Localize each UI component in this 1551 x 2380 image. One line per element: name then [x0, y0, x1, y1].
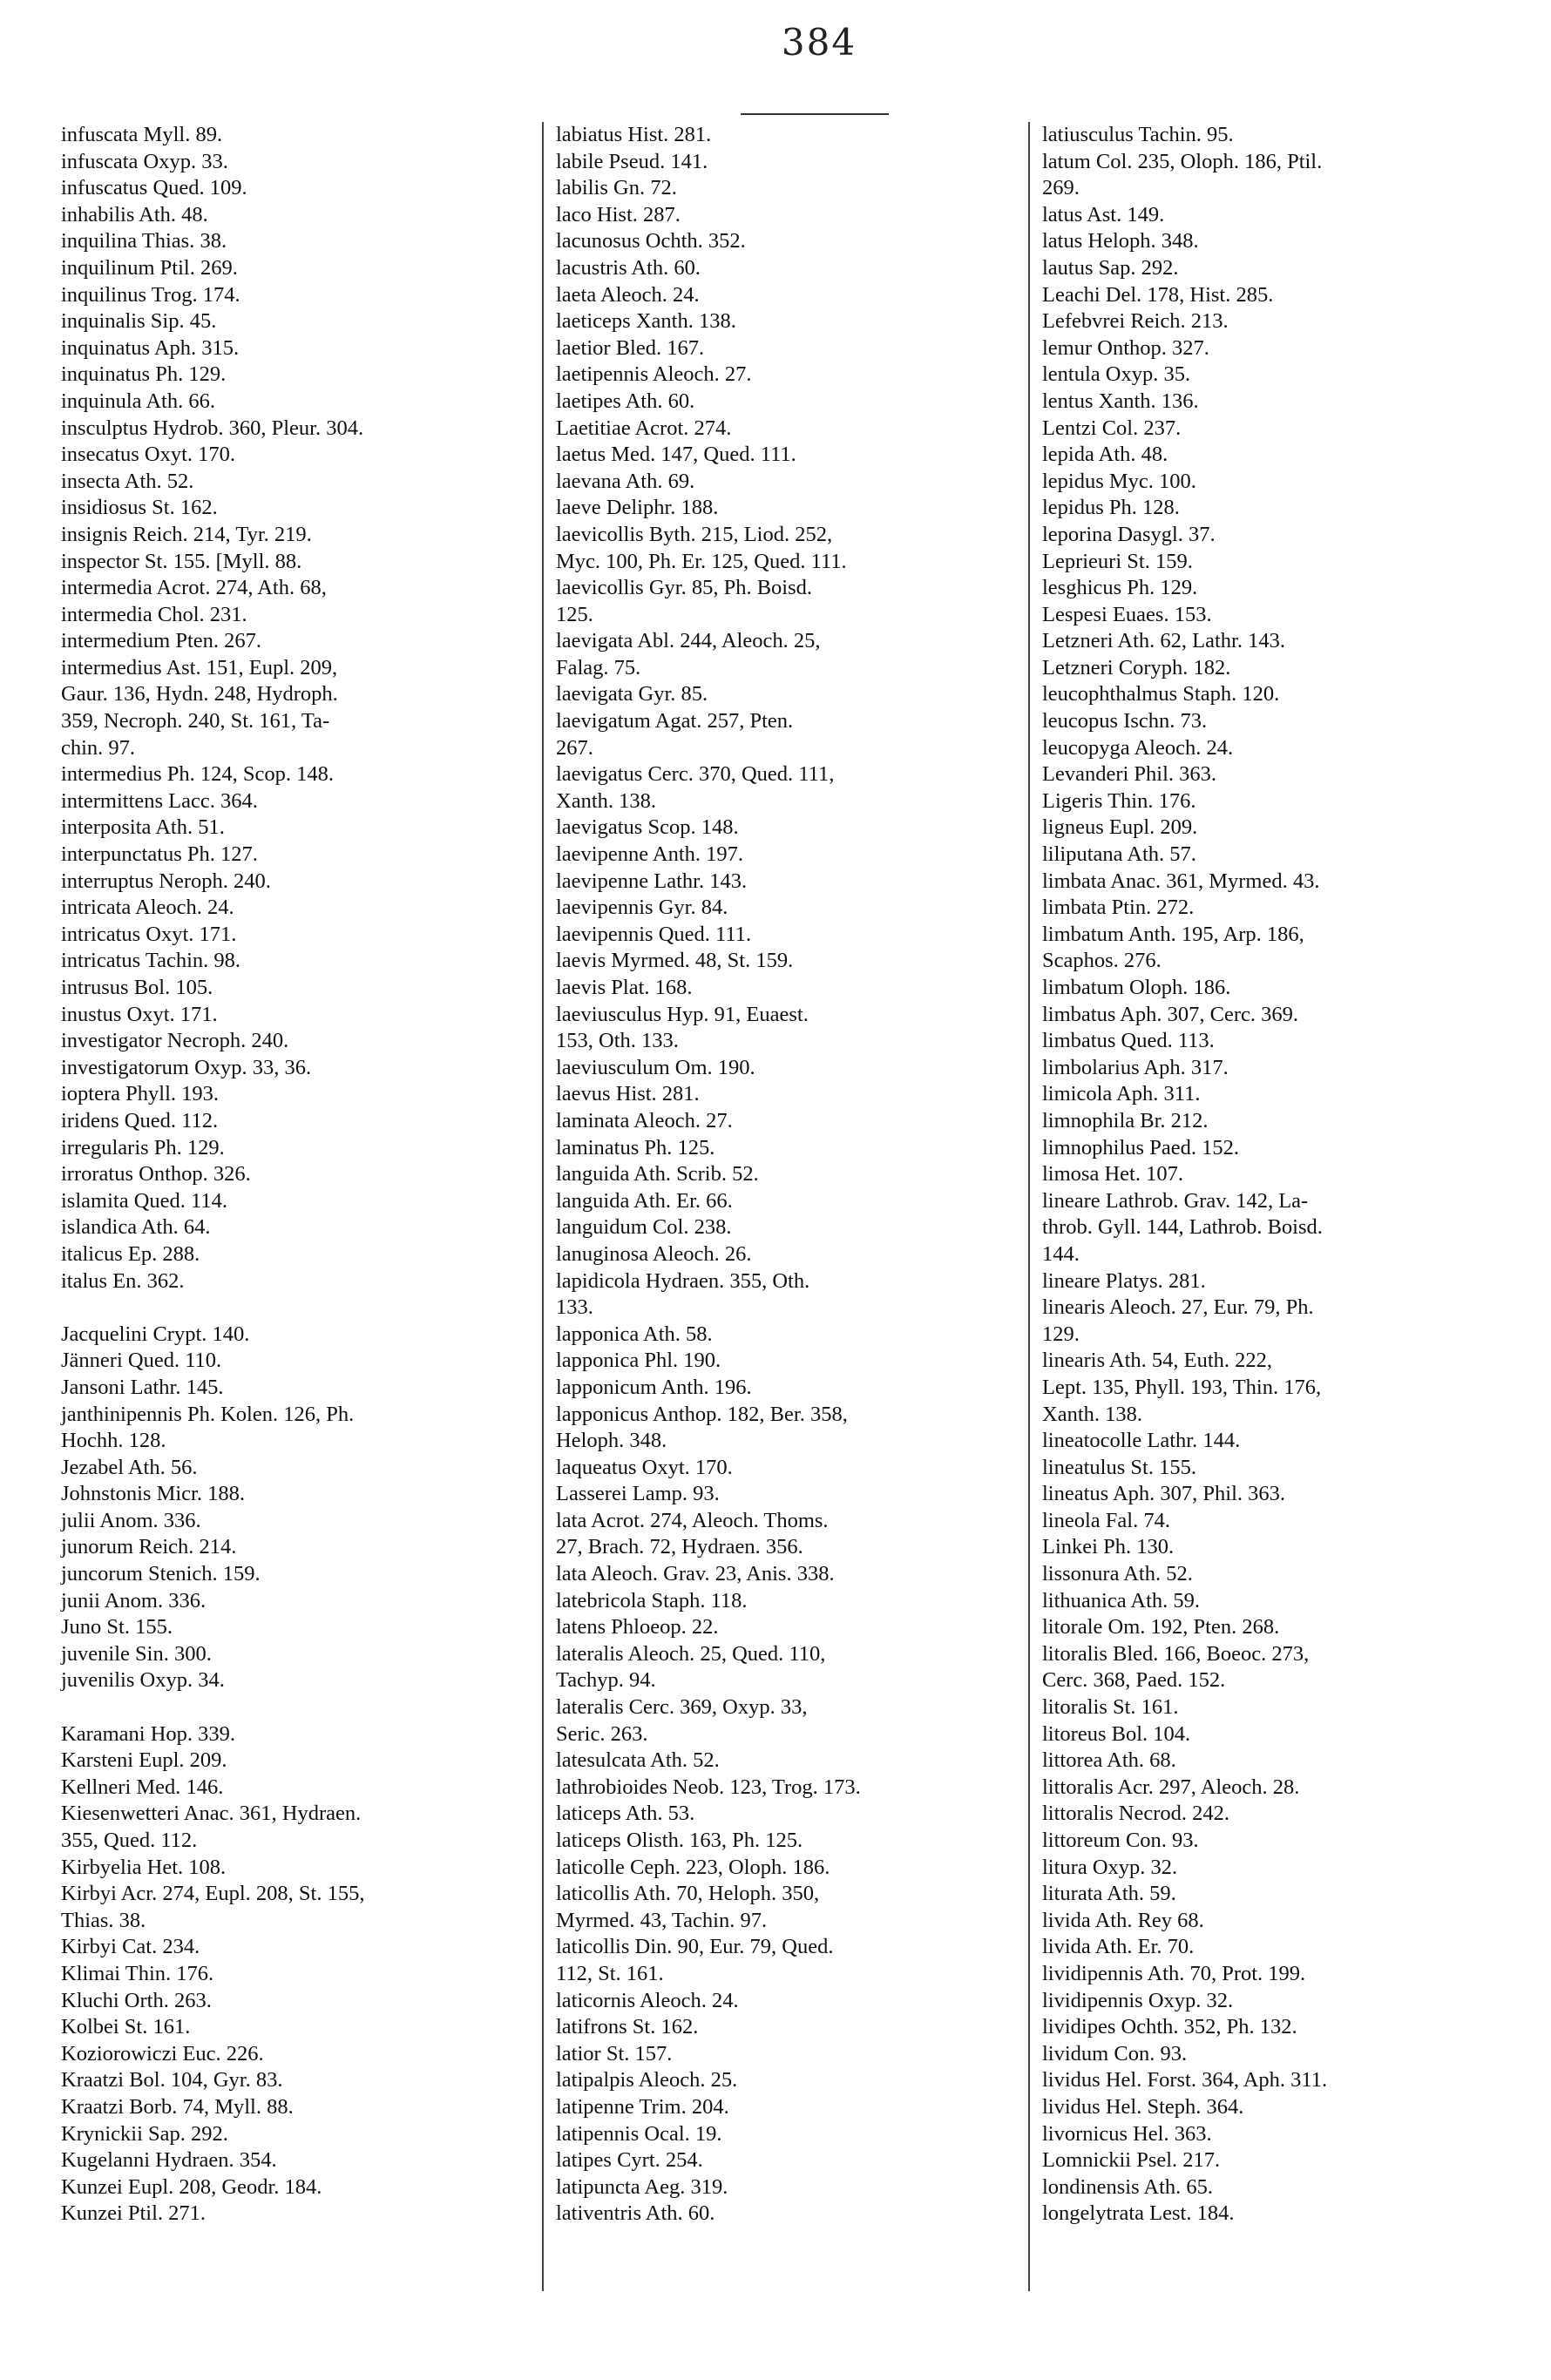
index-entry: litoreus Bol. 104. — [1042, 1721, 1191, 1746]
index-entry: litura Oxyp. 32. — [1042, 1855, 1178, 1879]
index-entry: leporina Dasygl. 37. — [1042, 522, 1216, 546]
index-entry: lata Aleoch. Grav. 23, Anis. 338. — [556, 1562, 835, 1586]
index-entry: latifrons St. 162. — [556, 2015, 699, 2039]
index-entry: Jansoni Lathr. 145. — [61, 1375, 224, 1399]
index-entry: laetipennis Aleoch. 27. — [556, 362, 752, 387]
index-entry: throb. Gyll. 144, Lathrob. Boisd. — [1042, 1215, 1323, 1240]
index-entry: inquilinus Trog. 174. — [61, 282, 240, 307]
index-entry: intricatus Oxyt. 171. — [61, 922, 237, 946]
index-entry: latipalpis Aleoch. 25. — [556, 2068, 738, 2093]
index-entry: londinensis Ath. 65. — [1042, 2174, 1214, 2199]
index-entry: latus Ast. 149. — [1042, 202, 1165, 227]
index-entry: interpunctatus Ph. 127. — [61, 842, 258, 867]
index-entry: Johnstonis Micr. 188. — [61, 1482, 245, 1506]
index-entry: latipennis Ocal. 19. — [556, 2121, 722, 2146]
header-rule — [741, 113, 889, 115]
index-entry: Thias. 38. — [61, 1908, 146, 1932]
index-entry: lissonura Ath. 52. — [1042, 1562, 1193, 1586]
index-entry: lacunosus Ochth. 352. — [556, 229, 746, 254]
index-entry: lineatus Aph. 307, Phil. 363. — [1042, 1482, 1286, 1506]
index-entry: latens Phloeop. 22. — [556, 1615, 719, 1640]
index-entry: lanuginosa Aleoch. 26. — [556, 1241, 752, 1266]
index-entry: laevipennis Qued. 111. — [556, 922, 752, 946]
index-entry: Kellneri Med. 146. — [61, 1775, 224, 1799]
index-entry: Lentzi Col. 237. — [1042, 416, 1182, 440]
index-entry: inquinalis Sip. 45. — [61, 309, 217, 334]
index-entry: Hochh. 128. — [61, 1429, 166, 1453]
index-entry: limbatus Qued. 113. — [1042, 1029, 1215, 1053]
page-number: 384 — [781, 21, 857, 64]
column-divider-2 — [1028, 122, 1030, 2291]
index-entry: 359, Necroph. 240, St. 161, Ta- — [61, 709, 330, 734]
index-entry: lividipennis Ath. 70, Prot. 199. — [1042, 1961, 1306, 1985]
index-entry: lathrobioides Neob. 123, Trog. 173. — [556, 1775, 861, 1799]
index-entry: inquinatus Aph. 315. — [61, 335, 240, 360]
index-entry: laetus Med. 147, Qued. 111. — [556, 443, 796, 467]
index-entry: lesghicus Ph. 129. — [1042, 576, 1198, 600]
index-entry: laetior Bled. 167. — [556, 335, 705, 360]
index-entry: limbata Anac. 361, Myrmed. 43. — [1042, 869, 1320, 893]
index-entry: laevana Ath. 69. — [556, 469, 695, 493]
index-entry: Juno St. 155. — [61, 1615, 173, 1640]
index-entry: inquinatus Ph. 129. — [61, 362, 227, 387]
index-entry: lividus Hel. Forst. 364, Aph. 311. — [1042, 2068, 1328, 2093]
index-entry: Kraatzi Bol. 104, Gyr. 83. — [61, 2068, 283, 2093]
index-entry: Heloph. 348. — [556, 1429, 667, 1453]
index-entry: Kluchi Orth. 263. — [61, 1988, 212, 2012]
index-entry: Kraatzi Borb. 74, Myll. 88. — [61, 2094, 294, 2119]
index-entry: limbolarius Aph. 317. — [1042, 1055, 1229, 1079]
index-entry: 144. — [1042, 1241, 1080, 1266]
index-entry: Jänneri Qued. 110. — [61, 1349, 222, 1373]
index-entry: Lefebvrei Reich. 213. — [1042, 309, 1229, 334]
index-entry: latipenne Trim. 204. — [556, 2094, 729, 2119]
index-entry: litorale Om. 192, Pten. 268. — [1042, 1615, 1280, 1640]
index-entry: Xanth. 138. — [1042, 1402, 1142, 1426]
index-entry: irregularis Ph. 129. — [61, 1135, 225, 1160]
index-entry: lithuanica Ath. 59. — [1042, 1588, 1200, 1613]
index-entry: italicus Ep. 288. — [61, 1241, 200, 1266]
index-entry: 269. — [1042, 176, 1080, 200]
index-entry: Levanderi Phil. 363. — [1042, 762, 1217, 787]
index-entry: Myrmed. 43, Tachin. 97. — [556, 1908, 768, 1932]
index-entry: latum Col. 235, Oloph. 186, Ptil. — [1042, 149, 1323, 173]
index-entry: languida Ath. Er. 66. — [556, 1188, 733, 1213]
index-entry: insculptus Hydrob. 360, Pleur. 304. — [61, 416, 364, 440]
index-entry: intermedius Ph. 124, Scop. 148. — [61, 762, 335, 787]
index-entry: Ligeris Thin. 176. — [1042, 788, 1196, 813]
index-entry: livornicus Hel. 363. — [1042, 2121, 1212, 2146]
index-entry: littoreum Con. 93. — [1042, 1829, 1199, 1852]
index-entry: ligneus Eupl. 209. — [1042, 815, 1198, 840]
index-entry: iridens Qued. 112. — [61, 1108, 219, 1133]
index-entry: ioptera Phyll. 193. — [61, 1082, 220, 1106]
index-entry: laevicollis Byth. 215, Liod. 252, — [556, 522, 833, 546]
index-entry: livida Ath. Er. 70. — [1042, 1935, 1195, 1959]
index-entry: Lomnickii Psel. 217. — [1042, 2148, 1221, 2173]
index-entry: lapponicus Anthop. 182, Ber. 358, — [556, 1402, 848, 1426]
index-entry: lividipes Ochth. 352, Ph. 132. — [1042, 2015, 1297, 2039]
section-gap — [61, 1694, 532, 1721]
index-entry: Leachi Del. 178, Hist. 285. — [1042, 282, 1274, 307]
index-entry: janthinipennis Ph. Kolen. 126, Ph. — [61, 1402, 355, 1426]
index-entry: laeviusculum Om. 190. — [556, 1055, 755, 1079]
index-entry: lepidus Ph. 128. — [1042, 496, 1180, 520]
index-entry: limbatum Oloph. 186. — [1042, 976, 1231, 999]
index-entry: Lespesi Euaes. 153. — [1042, 602, 1212, 626]
index-entry: islamita Qued. 114. — [61, 1188, 227, 1213]
index-entry: laevus Hist. 281. — [556, 1082, 700, 1106]
index-entry: juvenilis Oxyp. 34. — [61, 1668, 225, 1693]
index-entry: interposita Ath. 51. — [61, 815, 225, 840]
index-entry: Kolbei St. 161. — [61, 2015, 191, 2039]
index-entry: 27, Brach. 72, Hydraen. 356. — [556, 1535, 803, 1559]
index-entry: Leprieuri St. 159. — [1042, 549, 1193, 573]
index-entry: laco Hist. 287. — [556, 202, 681, 227]
index-entry: juvenile Sin. 300. — [61, 1641, 212, 1666]
index-entry: labiatus Hist. 281. — [556, 123, 712, 146]
index-entry: Letzneri Ath. 62, Lathr. 143. — [1042, 629, 1285, 653]
index-entry: latus Heloph. 348. — [1042, 229, 1199, 254]
index-entry: laevigatus Scop. 148. — [556, 815, 739, 840]
index-entry: Kunzei Ptil. 271. — [61, 2201, 207, 2226]
index-entry: Tachyp. 94. — [556, 1668, 656, 1693]
index-entry: limicola Aph. 311. — [1042, 1082, 1201, 1106]
index-entry: Gaur. 136, Hydn. 248, Hydroph. — [61, 682, 338, 707]
index-entry: lapponicum Anth. 196. — [556, 1375, 752, 1399]
index-entry: intricata Aleoch. 24. — [61, 896, 234, 920]
index-entry: littoralis Acr. 297, Aleoch. 28. — [1042, 1775, 1300, 1799]
index-entry: lemur Onthop. 327. — [1042, 335, 1209, 360]
index-entry: Laetitiae Acrot. 274. — [556, 416, 732, 440]
index-entry: latesulcata Ath. 52. — [556, 1748, 720, 1773]
index-entry: insidiosus St. 162. — [61, 496, 218, 520]
index-entry: Myc. 100, Ph. Er. 125, Qued. 111. — [556, 549, 847, 573]
index-entry: 153, Oth. 133. — [556, 1029, 679, 1053]
index-entry: lepidus Myc. 100. — [1042, 469, 1196, 493]
index-entry: latipes Cyrt. 254. — [556, 2148, 703, 2173]
index-entry: laevipenne Lathr. 143. — [556, 869, 748, 893]
index-entry: leucopyga Aleoch. 24. — [1042, 735, 1234, 760]
index-entry: intermedia Acrot. 274, Ath. 68, — [61, 576, 327, 600]
index-entry: latiusculus Tachin. 95. — [1042, 123, 1234, 146]
index-entry: lentus Xanth. 136. — [1042, 389, 1199, 413]
index-entry: lateralis Cerc. 369, Oxyp. 33, — [556, 1695, 808, 1720]
index-column-2 — [556, 122, 1026, 2228]
index-entry: laticornis Aleoch. 24. — [556, 1988, 739, 2012]
index-entry: laevicollis Gyr. 85, Ph. Boisd. — [556, 576, 812, 600]
index-entry: lacustris Ath. 60. — [556, 255, 701, 280]
index-entry: islandica Ath. 64. — [61, 1215, 211, 1240]
index-entry: laeve Deliphr. 188. — [556, 496, 719, 520]
index-entry: littorea Ath. 68. — [1042, 1748, 1176, 1773]
index-entry: laticollis Ath. 70, Heloph. 350, — [556, 1882, 820, 1906]
index-entry: Kiesenwetteri Anac. 361, Hydraen. — [61, 1802, 362, 1826]
index-entry: limbatus Aph. 307, Cerc. 369. — [1042, 1002, 1298, 1026]
index-entry: interruptus Neroph. 240. — [61, 869, 271, 893]
index-entry: labile Pseud. 141. — [556, 149, 708, 173]
index-entry: Klimai Thin. 176. — [61, 1961, 214, 1985]
index-entry: junorum Reich. 214. — [61, 1535, 237, 1559]
index-entry: investigatorum Oxyp. 33, 36. — [61, 1055, 312, 1079]
index-entry: Krynickii Sap. 292. — [61, 2121, 228, 2146]
index-entry: liliputana Ath. 57. — [1042, 842, 1196, 867]
index-entry: languida Ath. Scrib. 52. — [556, 1162, 759, 1187]
index-entry: 355, Qued. 112. — [61, 1829, 198, 1852]
index-entry: Karsteni Eupl. 209. — [61, 1748, 227, 1773]
index-entry: laminata Aleoch. 27. — [556, 1108, 733, 1133]
index-entry: littoralis Necrod. 242. — [1042, 1802, 1230, 1826]
index-entry: lividum Con. 93. — [1042, 2041, 1188, 2066]
index-entry: Koziorowiczi Euc. 226. — [61, 2041, 264, 2066]
index-entry: liturata Ath. 59. — [1042, 1882, 1176, 1906]
index-entry: lividipennis Oxyp. 32. — [1042, 1988, 1234, 2012]
index-entry: latebricola Staph. 118. — [556, 1588, 748, 1613]
index-entry: lepida Ath. 48. — [1042, 443, 1168, 467]
index-entry: Falag. 75. — [556, 655, 641, 680]
index-entry: Kirbyi Acr. 274, Eupl. 208, St. 155, — [61, 1882, 365, 1906]
index-entry: intermedium Pten. 267. — [61, 629, 261, 653]
index-entry: italus En. 362. — [61, 1268, 185, 1293]
index-entry: linearis Aleoch. 27, Eur. 79, Ph. — [1042, 1295, 1314, 1320]
index-entry: lineare Lathrob. Grav. 142, La- — [1042, 1188, 1309, 1213]
index-entry: infuscata Oxyp. 33. — [61, 149, 228, 173]
index-entry: infuscata Myll. 89. — [61, 123, 223, 146]
index-entry: insecatus Oxyt. 170. — [61, 443, 236, 467]
index-entry: Linkei Ph. 130. — [1042, 1535, 1175, 1559]
index-entry: infuscatus Qued. 109. — [61, 176, 247, 200]
index-entry: laeviusculus Hyp. 91, Euaest. — [556, 1002, 809, 1026]
index-entry: intermedia Chol. 231. — [61, 602, 247, 626]
index-entry: lata Acrot. 274, Aleoch. Thoms. — [556, 1508, 829, 1532]
index-entry: 112, St. 161. — [556, 1961, 664, 1985]
index-entry: limosa Het. 107. — [1042, 1162, 1183, 1187]
index-entry: intermittens Lacc. 364. — [61, 788, 258, 813]
index-entry: inspector St. 155. [Myll. 88. — [61, 549, 302, 573]
index-entry: insignis Reich. 214, Tyr. 219. — [61, 522, 312, 546]
index-entry: laticolle Ceph. 223, Oloph. 186. — [556, 1855, 830, 1879]
index-entry: irroratus Onthop. 326. — [61, 1162, 251, 1187]
index-entry: latior St. 157. — [556, 2041, 673, 2066]
index-entry: 125. — [556, 602, 593, 626]
index-column-1 — [61, 122, 532, 2228]
index-entry: laevipenne Anth. 197. — [556, 842, 744, 867]
index-entry: lineatulus St. 155. — [1042, 1455, 1196, 1479]
index-entry: Cerc. 368, Paed. 152. — [1042, 1668, 1226, 1693]
index-entry: lineare Platys. 281. — [1042, 1268, 1206, 1293]
index-entry: leucopus Ischn. 73. — [1042, 709, 1208, 734]
index-entry: Seric. 263. — [556, 1721, 648, 1746]
section-gap — [61, 1295, 532, 1322]
index-entry: laeta Aleoch. 24. — [556, 282, 700, 307]
index-entry: chin. 97. — [61, 735, 136, 760]
index-entry: lividus Hel. Steph. 364. — [1042, 2094, 1244, 2119]
index-entry: leucophthalmus Staph. 120. — [1042, 682, 1280, 707]
index-entry: julii Anom. 336. — [61, 1508, 201, 1532]
index-entry: Jezabel Ath. 56. — [61, 1455, 198, 1479]
index-entry: litoralis St. 161. — [1042, 1695, 1179, 1720]
index-entry: intermedius Ast. 151, Eupl. 209, — [61, 655, 338, 680]
index-entry: laqueatus Oxyt. 170. — [556, 1455, 733, 1479]
index-entry: juncorum Stenich. 159. — [61, 1562, 261, 1586]
index-entry: lapponica Phl. 190. — [556, 1349, 721, 1373]
index-entry: livida Ath. Rey 68. — [1042, 1908, 1204, 1932]
index-entry: laevipennis Gyr. 84. — [556, 896, 728, 920]
index-entry: Jacquelini Crypt. 140. — [61, 1322, 250, 1346]
index-entry: lineola Fal. 74. — [1042, 1508, 1170, 1532]
index-entry: lapidicola Hydraen. 355, Oth. — [556, 1268, 810, 1293]
index-entry: litoralis Bled. 166, Boeoc. 273, — [1042, 1641, 1310, 1666]
index-entry: limnophilus Paed. 152. — [1042, 1135, 1239, 1160]
index-entry: limnophila Br. 212. — [1042, 1108, 1209, 1133]
index-entry: 129. — [1042, 1322, 1080, 1346]
index-entry: lineatocolle Lathr. 144. — [1042, 1429, 1241, 1453]
index-entry: Lept. 135, Phyll. 193, Thin. 176, — [1042, 1375, 1322, 1399]
index-entry: junii Anom. 336. — [61, 1588, 207, 1613]
index-entry: insecta Ath. 52. — [61, 469, 194, 493]
index-entry: 133. — [556, 1295, 593, 1320]
index-entry: laminatus Ph. 125. — [556, 1135, 715, 1160]
index-entry: laevis Plat. 168. — [556, 976, 693, 999]
index-entry: lativentris Ath. 60. — [556, 2201, 715, 2226]
index-entry: inustus Oxyt. 171. — [61, 1002, 218, 1026]
index-entry: latipuncta Aeg. 319. — [556, 2174, 728, 2199]
column-divider-1 — [542, 122, 544, 2291]
index-entry: Scaphos. 276. — [1042, 949, 1162, 973]
index-entry: laticeps Ath. 53. — [556, 1802, 695, 1826]
index-entry: languidum Col. 238. — [556, 1215, 732, 1240]
index-entry: lateralis Aleoch. 25, Qued. 110, — [556, 1641, 826, 1666]
index-entry: linearis Ath. 54, Euth. 222, — [1042, 1349, 1273, 1373]
index-entry: Xanth. 138. — [556, 788, 656, 813]
index-entry: lautus Sap. 292. — [1042, 255, 1179, 280]
index-entry: labilis Gn. 72. — [556, 176, 677, 200]
index-entry: lapponica Ath. 58. — [556, 1322, 713, 1346]
index-entry: intrusus Bol. 105. — [61, 976, 213, 999]
index-entry: laevis Myrmed. 48, St. 159. — [556, 949, 794, 973]
index-entry: intricatus Tachin. 98. — [61, 949, 241, 973]
index-entry: laticollis Din. 90, Eur. 79, Qued. — [556, 1935, 834, 1959]
index-column-3 — [1042, 122, 1530, 2228]
index-entry: inquilina Thias. 38. — [61, 229, 227, 254]
index-entry: laevigatus Cerc. 370, Qued. 111, — [556, 762, 835, 787]
index-entry: investigator Necroph. 240. — [61, 1029, 289, 1053]
index-entry: limbatum Anth. 195, Arp. 186, — [1042, 922, 1304, 946]
index-entry: Kunzei Eupl. 208, Geodr. 184. — [61, 2174, 322, 2199]
index-entry: limbata Ptin. 272. — [1042, 896, 1195, 920]
index-entry: longelytrata Lest. 184. — [1042, 2201, 1235, 2226]
index-entry: lentula Oxyp. 35. — [1042, 362, 1191, 387]
index-entry: inquinula Ath. 66. — [61, 389, 215, 413]
index-entry: Karamani Hop. 339. — [61, 1721, 236, 1746]
index-entry: Lasserei Lamp. 93. — [556, 1482, 720, 1506]
index-entry: inhabilis Ath. 48. — [61, 202, 208, 227]
index-entry: Kirbyelia Het. 108. — [61, 1855, 227, 1879]
index-entry: laevigata Gyr. 85. — [556, 682, 708, 707]
index-entry: Kugelanni Hydraen. 354. — [61, 2148, 277, 2173]
index-entry: laticeps Olisth. 163, Ph. 125. — [556, 1829, 803, 1852]
index-entry: laeticeps Xanth. 138. — [556, 309, 736, 334]
index-entry: Letzneri Coryph. 182. — [1042, 655, 1231, 680]
index-entry: Kirbyi Cat. 234. — [61, 1935, 200, 1959]
index-entry: 267. — [556, 735, 593, 760]
index-entry: laetipes Ath. 60. — [556, 389, 695, 413]
index-entry: laevigata Abl. 244, Aleoch. 25, — [556, 629, 821, 653]
index-entry: inquilinum Ptil. 269. — [61, 255, 238, 280]
index-entry: laevigatum Agat. 257, Pten. — [556, 709, 794, 734]
